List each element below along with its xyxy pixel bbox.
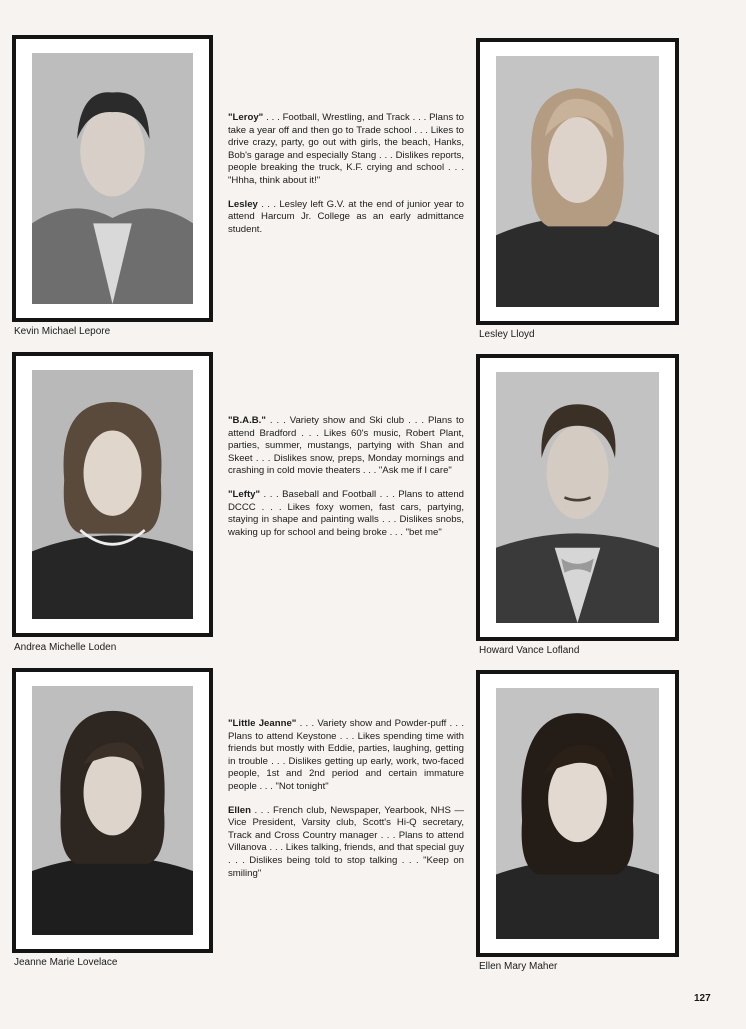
student-name: Kevin Michael Lepore <box>14 326 111 337</box>
bio-block-row3 <box>228 718 464 891</box>
bio-nickname: "Leroy" <box>228 112 264 123</box>
page-number: 127 <box>694 993 711 1004</box>
bio-text: . . . Lesley left G.V. at the end of junior year to attend Harcum Jr. College as an early admittance student. <box>228 198 464 235</box>
student-name: Howard Vance Lofland <box>479 645 580 656</box>
portrait-photo-jeanne <box>32 686 193 935</box>
portrait-frame-andrea <box>12 352 213 637</box>
student-name: Andrea Michelle Loden <box>14 642 117 653</box>
portrait-photo-ellen <box>496 688 659 939</box>
portrait-photo-kevin <box>32 53 193 304</box>
portrait-photo-lesley <box>496 56 659 307</box>
student-name: Lesley Lloyd <box>479 329 535 340</box>
bio-nickname: "B.A.B." <box>228 415 266 426</box>
portrait-photo-howard <box>496 372 659 623</box>
bio-text: . . . Variety show and Ski club . . . Plans to attend Bradford . . . Likes 60's music, Robert Plant, parties, summer, mustangs, partying with Shan and Skeet . . . Dislikes snow, preps, Monday mornings and crashing in cold movie theaters . . . "Ask me if I care" <box>228 415 464 477</box>
student-name: Ellen Mary Maher <box>479 961 558 972</box>
bio-nickname: Ellen <box>228 804 251 816</box>
bio-text: . . . Variety show and Powder-puff . . . Plans to attend Keystone . . . Likes spending time with friends but mostly with Eddie, parties, laughing, getting in trouble . . . Dislikes getting up early, work, two-faced people, 1st and 2nd period and certain immature people . . . "Not tonight" <box>228 718 465 792</box>
bio-block-row2 <box>228 415 464 550</box>
bio-text: . . . Football, Wrestling, and Track . . . Plans to take a year off and then go to Trade school . . . Likes to drive crazy, party, go out with girls, the beach, Hanks, Bob's garage and especially Stang . . . Dislikes reports, people breaking the truck, K.F. crying and school . . . "Hhha, think about it!" <box>228 112 464 186</box>
bio-nickname: "Lefty" <box>228 488 261 500</box>
bio-paragraph <box>228 199 464 237</box>
bio-paragraph <box>228 415 464 478</box>
bio-paragraph <box>228 718 464 794</box>
bio-text: . . . French club, Newspaper, Yearbook, NHS — Vice President, Varsity club, Scott's Hi-Q secretary, Track and Cross Country manager . . . Plans to attend Villanova . . . Likes talking, friends, and that special guy . . . Dislikes being told to stop talking . . . "Keep on smiling" <box>228 804 464 879</box>
portrait-photo-andrea <box>32 370 193 619</box>
bio-text: . . . Baseball and Football . . . Plans to attend DCCC . . . Likes foxy women, fast cars, partying, staying in shape and painting walls . . . Dislikes snobs, waking up for school and being broke . . . "bet me" <box>228 488 464 538</box>
bio-paragraph <box>228 112 464 188</box>
portrait-frame-jeanne <box>12 668 213 953</box>
bio-block-row1 <box>228 112 464 247</box>
portrait-frame-howard <box>476 354 679 641</box>
portrait-frame-ellen <box>476 670 679 957</box>
bio-nickname: "Little Jeanne" <box>228 718 297 729</box>
portrait-frame-lesley <box>476 38 679 325</box>
bio-paragraph <box>228 489 464 539</box>
bio-paragraph <box>228 805 464 881</box>
portrait-frame-kevin <box>12 35 213 322</box>
student-name: Jeanne Marie Lovelace <box>14 957 118 968</box>
bio-nickname: Lesley <box>228 198 258 210</box>
